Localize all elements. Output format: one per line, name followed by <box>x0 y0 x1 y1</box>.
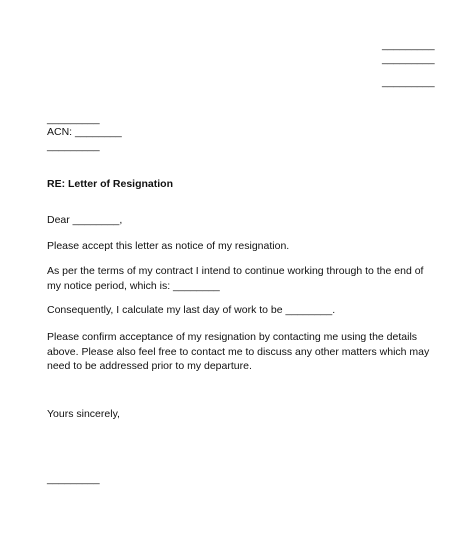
letter-subject: RE: Letter of Resignation <box>47 178 174 190</box>
recipient-address-line: _________ <box>47 140 100 152</box>
sender-address-line-1: _________ <box>382 39 435 51</box>
body-paragraph-last-day: Consequently, I calculate my last day of work to be ________. <box>47 304 336 316</box>
signature-line: _________ <box>47 473 100 485</box>
sender-address-line-2: _________ <box>382 53 435 65</box>
body-paragraph-confirmation: Please confirm acceptance of my resignation by contacting me using the details above. Please also feel free to contact me to discuss any other matters which may need to be addressed prior to my departure. <box>47 331 430 372</box>
body-paragraph-notice-period: As per the terms of my contract I intend to continue working through to the end of my notice period, which is: ________ <box>47 265 424 292</box>
sender-address-line-3: _________ <box>382 76 435 88</box>
salutation: Dear ________, <box>47 214 123 226</box>
body-paragraph-notice: Please accept this letter as notice of my resignation. <box>47 240 290 252</box>
recipient-name-line: _________ <box>47 113 100 125</box>
closing: Yours sincerely, <box>47 408 120 420</box>
recipient-acn: ACN: ________ <box>47 126 122 138</box>
